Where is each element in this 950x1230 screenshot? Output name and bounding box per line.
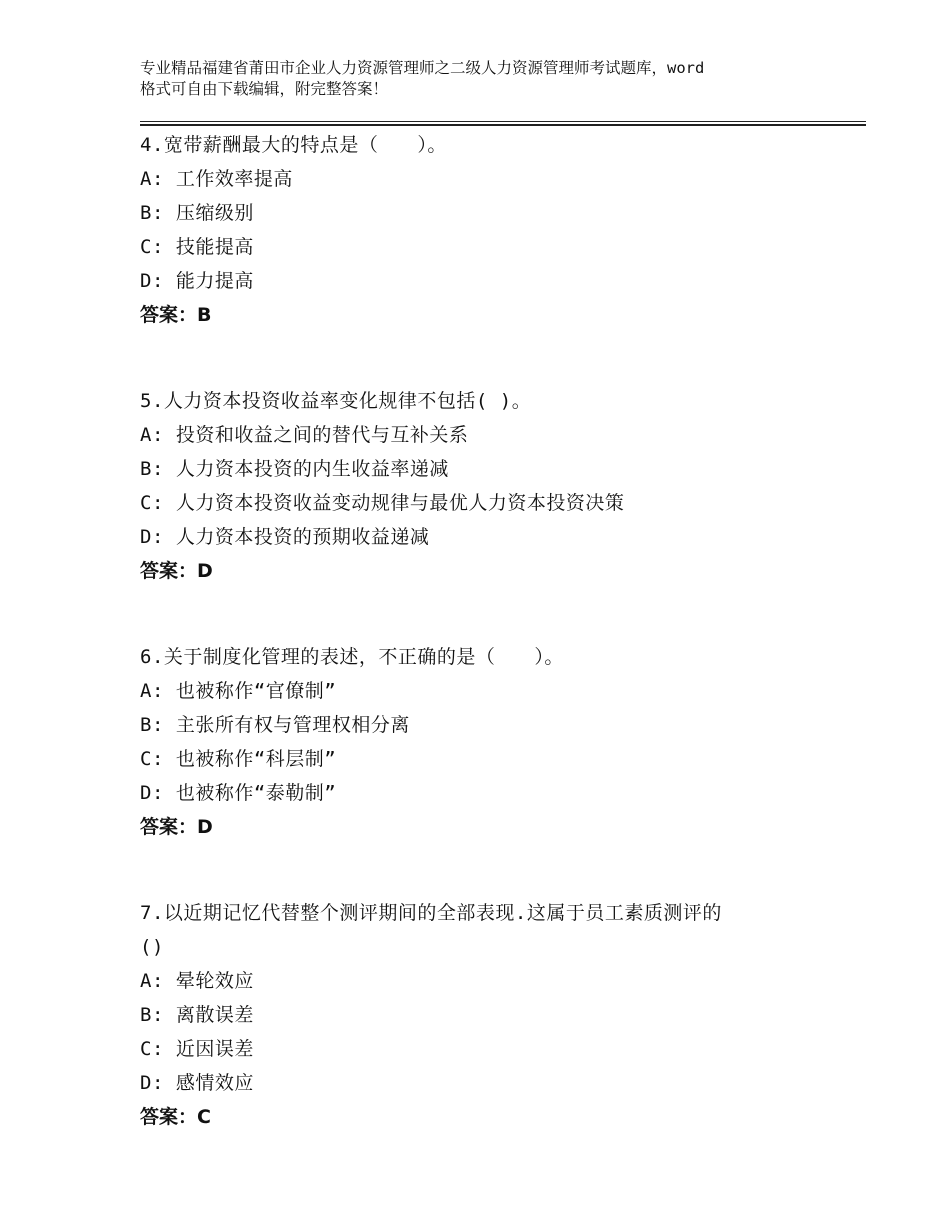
question-4 bbox=[140, 128, 840, 332]
question-stem: 6.关于制度化管理的表述，不正确的是（ ）。 bbox=[140, 646, 564, 668]
answer-label: 答案：D bbox=[140, 816, 213, 838]
option-a: A: 晕轮效应 bbox=[140, 970, 254, 992]
question-list bbox=[140, 128, 840, 1134]
question-stem: 4.宽带薪酬最大的特点是（ ）。 bbox=[140, 134, 447, 156]
option-b: B: 离散误差 bbox=[140, 1004, 254, 1026]
answer-label: 答案：D bbox=[140, 560, 213, 582]
question-spacer bbox=[140, 332, 840, 384]
question-stem-continued: () bbox=[140, 936, 164, 958]
option-c: C: 人力资本投资收益变动规律与最优人力资本投资决策 bbox=[140, 492, 625, 514]
option-d: D: 感情效应 bbox=[140, 1072, 254, 1094]
option-a: A: 投资和收益之间的替代与互补关系 bbox=[140, 424, 469, 446]
header-divider-thin bbox=[140, 121, 866, 122]
header-line-2: 格式可自由下载编辑，附完整答案！ bbox=[140, 80, 389, 98]
option-b: B: 人力资本投资的内生收益率递减 bbox=[140, 458, 449, 480]
option-d: D: 也被称作“泰勒制” bbox=[140, 782, 337, 804]
question-spacer bbox=[140, 588, 840, 640]
header-divider-thick bbox=[140, 124, 866, 126]
question-stem: 7.以近期记忆代替整个测评期间的全部表现.这属于员工素质测评的 bbox=[140, 902, 722, 924]
answer-label: 答案：C bbox=[140, 1106, 211, 1128]
option-b: B: 压缩级别 bbox=[140, 202, 254, 224]
option-a: A: 工作效率提高 bbox=[140, 168, 293, 190]
option-a: A: 也被称作“官僚制” bbox=[140, 680, 337, 702]
option-c: C: 近因误差 bbox=[140, 1038, 254, 1060]
answer-label: 答案：B bbox=[140, 304, 212, 326]
question-stem: 5.人力资本投资收益率变化规律不包括( )。 bbox=[140, 390, 532, 412]
header-line-1: 专业精品福建省莆田市企业人力资源管理师之二级人力资源管理师考试题库，word bbox=[140, 59, 705, 77]
document-header bbox=[140, 58, 830, 100]
option-c: C: 技能提高 bbox=[140, 236, 254, 258]
option-d: D: 能力提高 bbox=[140, 270, 254, 292]
question-5 bbox=[140, 384, 840, 588]
option-c: C: 也被称作“科层制” bbox=[140, 748, 337, 770]
question-spacer bbox=[140, 844, 840, 896]
question-6 bbox=[140, 640, 840, 844]
option-b: B: 主张所有权与管理权相分离 bbox=[140, 714, 410, 736]
question-7 bbox=[140, 896, 840, 1134]
option-d: D: 人力资本投资的预期收益递减 bbox=[140, 526, 430, 548]
